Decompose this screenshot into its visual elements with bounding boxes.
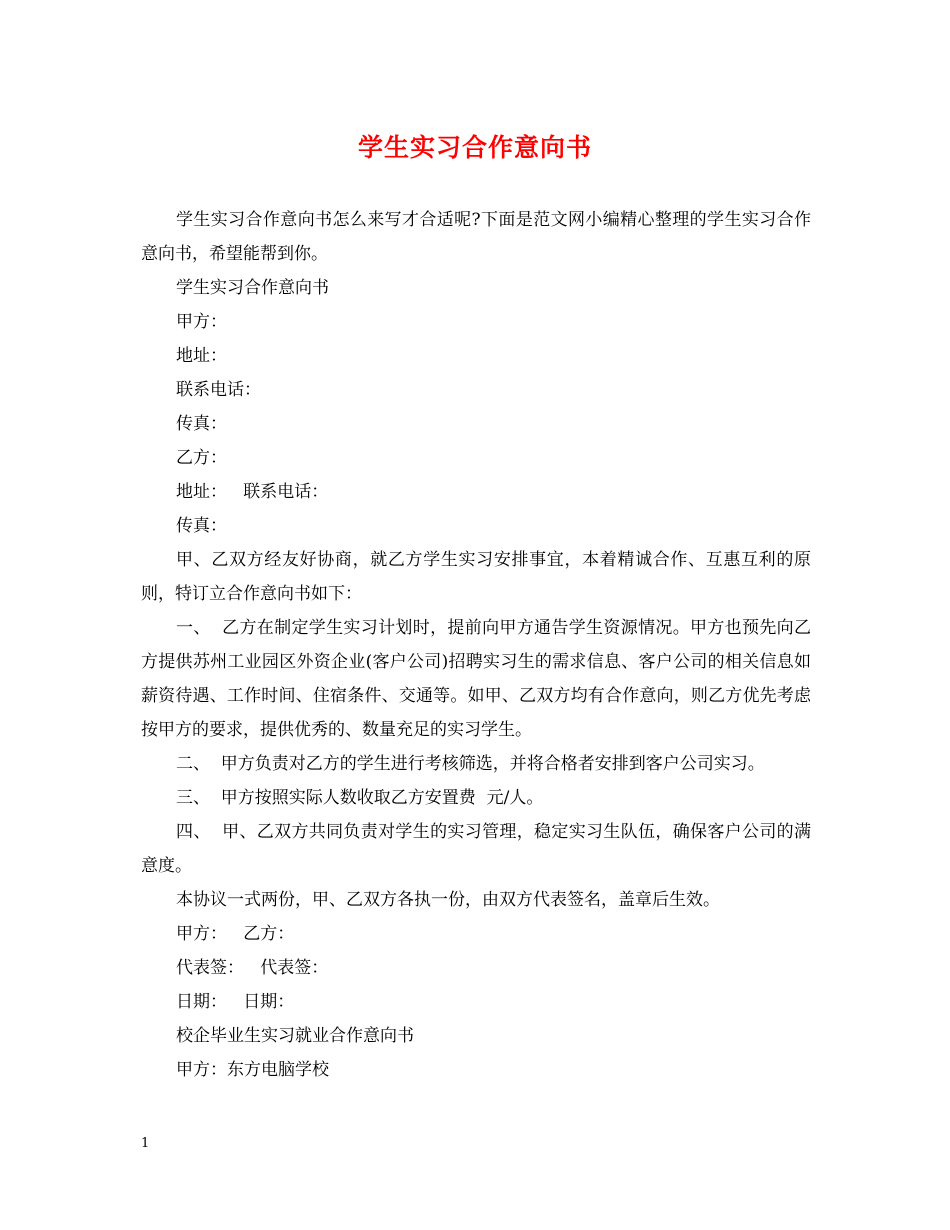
fax-line: 传真： — [176, 414, 227, 434]
intro-paragraph: 学生实习合作意向书怎么来写才合适呢?下面是范文网小编精心整理的学生实习合作意向书，希望能帮到你。 — [141, 210, 811, 264]
page-number: 1 — [141, 1136, 150, 1151]
party-b-line: 乙方： — [176, 448, 227, 468]
effect-paragraph: 本协议一式两份，甲、乙双方各执一份，由双方代表签名，盖章后生效。 — [176, 890, 720, 910]
agreement-intro-paragraph: 甲、乙双方经友好协商，就乙方学生实习安排事宜，本着精诚合作、互惠互利的原则，特订立合作意向书如下： — [141, 550, 811, 604]
party-a-line: 甲方： — [176, 312, 227, 332]
heading-line: 学生实习合作意向书 — [176, 278, 329, 298]
fax-line-b: 传真： — [176, 516, 227, 536]
document-title: 学生实习合作意向书 — [357, 133, 592, 162]
address-line: 地址： — [176, 346, 227, 366]
clause-4: 四、 甲、乙双方共同负责对学生的实习管理，稳定实习生队伍，确保客户公司的满意度。 — [141, 822, 811, 876]
party-a-school-line: 甲方：东方电脑学校 — [176, 1060, 329, 1080]
signature-parties-line: 甲方： 乙方： — [176, 924, 295, 944]
address-phone-line: 地址： 联系电话： — [176, 482, 329, 502]
clause-3: 三、 甲方按照实际人数收取乙方安置费 元/人。 — [176, 788, 544, 808]
phone-line: 联系电话： — [176, 380, 261, 400]
signature-representative-line: 代表签： 代表签： — [176, 958, 329, 978]
document-body — [141, 203, 811, 1087]
second-heading-line: 校企毕业生实习就业合作意向书 — [176, 1026, 414, 1046]
signature-date-line: 日期： 日期： — [176, 992, 295, 1012]
clause-1: 一、 乙方在制定学生实习计划时，提前向甲方通告学生资源情况。甲方也预先向乙方提供苏州工业园区外资企业(客户公司)招聘实习生的需求信息、客户公司的相关信息如薪资待遇、工作时间、住宿条件、交通等。如甲、乙双方均有合作意向，则乙方优先考虑按甲方的要求，提供优秀的、数量充足的实习学生。 — [141, 618, 811, 740]
clause-2: 二、 甲方负责对乙方的学生进行考核筛选，并将合格者安排到客户公司实习。 — [176, 754, 765, 774]
